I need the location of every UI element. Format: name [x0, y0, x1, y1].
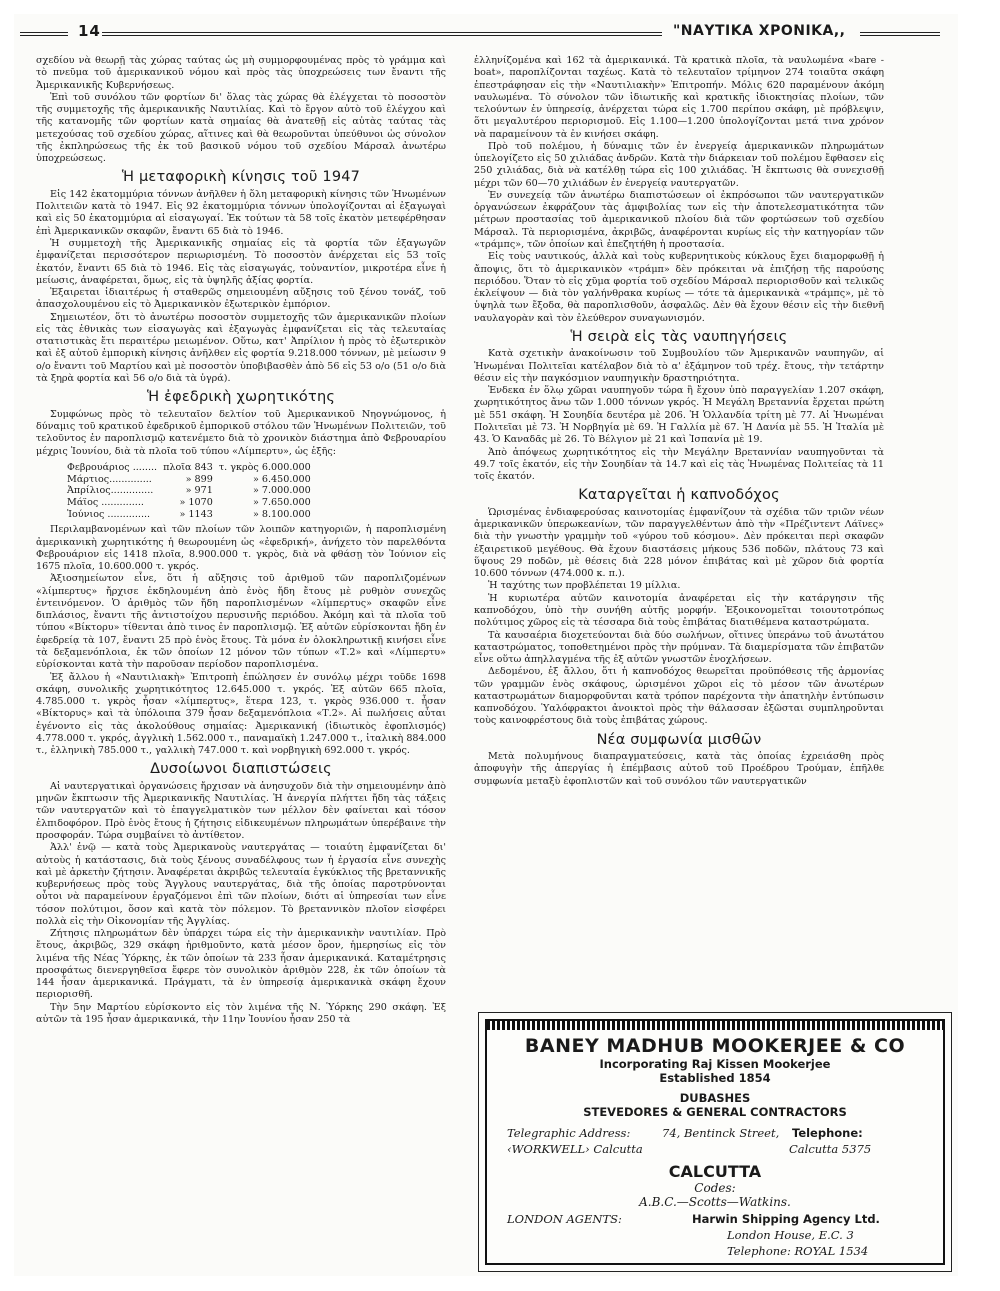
table-cell: » 8.100.000: [252, 508, 311, 520]
paragraph: Ἐξ ἄλλου ἡ «Ναυτιλιακὴ» Ἐπιτροπὴ ἐπώλησεν ἐν συνόλῳ μέχρι τοῦδε 1698 σκάφη, συνολικῆς χωρητικότητος 12.645.000 τ. γκρός. Ἐξ αὐτῶν 665 πλοῖα, 4.785.000 τ. γκρὸς ἦσαν «λίμπερτυς», ἕτερα 123, τ. γκρὸς 936.000 τ. ἦσαν «Βίκτορυς» καὶ τὰ ὑπόλοιπα 379 ἦσαν δεξαμενόπλοια «Τ.2». Αἱ πωλήσεις αὗται ἐγένοντο εἰς τὰς ἀκολούθους σημαίας: Ἀμερικανική (ἰδιωτικὸς ἐφοπλισμός) 4.778.000 τ. γκρός, ἀγγλικὴ 1.562.000 τ., παναμαϊκὴ 1.247.000 τ., ἰταλικὴ 884.000 τ., ἑλληνικὴ 785.000 τ., γαλλικὴ 747.000 τ. καὶ νορβηγικὴ 692.000 τ. γκρός.: [36, 671, 446, 757]
ad-london-telephone-row: [487, 1244, 943, 1260]
ad-subtitle: Incorporating Raj Kissen Mookerjee: [599, 1057, 831, 1071]
right-column: [474, 55, 884, 788]
table-cell: τ. γκρὸς 6.000.000: [218, 461, 311, 473]
paragraph: Εἰς 142 ἑκατομμύρια τόννων ἀνῆλθεν ἡ ὅλη μεταφορικὴ κίνησις τῶν Ἡνωμένων Πολιτειῶν κατὰ τὸ 1947. Εἰς 92 ἑκατομμύρια τόννων ὑπολογίζονται αἱ ἐξαγωγαὶ καὶ εἰς 50 ἑκατομμύρια αἱ εἰσαγωγαί. Ἐκ τούτων τὰ 58 τοῖς ἑκατὸν μετεφέρθησαν ἐπὶ Ἀμερικανικῶν σκαφῶν, ἔναντι 65 διὰ τὸ 1946.: [36, 188, 446, 237]
section-heading: Καταργεῖται ἡ καπνοδόχος: [578, 487, 780, 504]
table-cell: » 1143: [179, 508, 213, 520]
paragraph: Ἐν συνεχείᾳ τῶν ἀνωτέρω διαπιστώσεων οἱ ἐκπρόσωποι τῶν ναυτεργατικῶν ὀργανώσεων ἐκφράζουν τὰς ἀμφιβολίας των εἰς τὴν ἀποτελεσματικότητα τῶν μέτρων προστασίας τοῦ ἀμερικανικοῦ πλοίου διὰ τῶν φορτώσεων τοῦ σχεδίου Μάρσαλ. Τὰ περιορισμένα, ἀκριβῶς, ἀναφέρονται κυρίως εἰς τὴν κατηγορίαν τῶν «τράμπς», τῶν ὁποίων καὶ ἐπεζητήθη ἡ προστασία.: [474, 189, 884, 250]
paragraph: Εἰς τοὺς ναυτικούς, ἀλλὰ καὶ τοὺς κυβερνητικοὺς κύκλους ἔχει διαμορφωθῇ ἡ ἄποψις, ὅτι τὸ ἀμερικανικὸν «τράμπ» δὲν πρόκειται νὰ ἐπιζήσῃ τῆς παρούσης περιόδου. Ὅταν τὸ εἰς χῦμα φορτία τοῦ σχεδίου Μάρσαλ περιορισθοῦν καὶ τελικῶς ἐκλείψουν — διὰ τὸν γαλήνθρακα κυρίως — τότε τὰ ἀμερικανικὰ «τράμπς», μὲ τὸ ὑψηλὰ των ἔξοδα, θὰ παροπλισθοῦν, ἀσφαλῶς. Δὲν θὰ ἔχουν θέσιν εἰς τὴν διεθνῆ ναυλαγορὰν καὶ τὸν ἐλεύθερον συναγωνισμόν.: [474, 251, 884, 324]
ad-street: 74, Bentinck Street,: [662, 1125, 780, 1140]
paragraph: Ἐπὶ τοῦ συνόλου τῶν φορτίων δι' ὅλας τὰς χώρας θὰ ἐλέγχεται τὸ ποσοστὸν τῆς συμμετοχῆς τῆς ἀμερικανικῆς Ναυτιλίας. Καὶ τὸ ἔργον αὐτὸ τοῦ ἐλέγχου καὶ τῆς κατανομῆς τῶν φορτίων κατὰ σημαίας θὰ ἀνατεθῇ εἰς αὐτὰς ταύτας τὰς μετεχούσας τοῦ σχεδίου χώρας, αἵτινες καὶ θὰ θεωροῦνται ὑπεύθυνοι ὡς σύνολον τῆς ἐκπληρώσεως τῆς ἐκ τοῦ βασικοῦ νόμου τοῦ σχεδίου Μάρσαλ ἀνωτέρω ὑποχρεώσεως.: [36, 91, 446, 165]
paragraph: Συμφώνως πρὸς τὸ τελευταῖον δελτίον τοῦ Ἀμερικανικοῦ Νηογνώμονος, ἡ δύναμις τοῦ κρατικοῦ ἐφεδρικοῦ ἐμπορικοῦ στόλου τῶν Ἡνωμένων Πολιτειῶν, τοῦ τελοῦντος ἐν παροπλισμῷ κατενέμετο διὰ τὸ χρονικὸν διάστημα ἀπὸ Φεβρουαρίου μέχρις Ἰουνίου, διὰ τὰ πλοῖα τοῦ τύπου «Λίμπερτυ», ὡς ἑξῆς:: [36, 408, 446, 457]
ad-company-name: BANEY MADHUB MOOKERJEE & CO: [524, 1035, 906, 1057]
publication-title: "ΝΑΥΤΙΚΑ ΧΡΟΝΙΚΑ,,: [673, 23, 846, 39]
header-rule-left: [20, 32, 68, 36]
paragraph: Δεδομένου, ἐξ ἄλλου, ὅτι ἡ καπνοδόχος θεωρεῖται προϋπόθεσις τῆς ἁρμονίας τῶν γραμμῶν ἑνὸς σκάφους, ὡρισμένοι χῶροι εἰς τὸ μέσον τῶν ἀνωτέρων καταστρωμάτων διαμορφοῦνται κατὰ τρόπον παρέχοντα τὴν ἀπατηλὴν ἐντύπωσιν καπνοδόχου. Ὑαλόφρακτοι ἀνοικτοὶ πρὸς τὴν θάλασσαν ἐξῶσται συμπληροῦνται τοὺς καινοφρέστους διὰ τοὺς ἐπιβάτας χώρους.: [474, 666, 884, 727]
paragraph: Κατὰ σχετικὴν ἀνακοίνωσιν τοῦ Συμβουλίου τῶν Ἀμερικανῶν ναυπηγῶν, αἱ Ἡνωμέναι Πολιτεῖαι κατέλαβον διὰ τὸ α' ἑξάμηνον τοῦ τρέχ. ἔτους, τὴν τετάρτην θέσιν εἰς τὴν παγκόσμιον ναυπηγικὴν δραστηριότητα.: [474, 348, 884, 384]
table-row: [64, 485, 314, 497]
ad-codes: A.B.C.—Scotts—Watkins.: [639, 1194, 791, 1209]
table-cell: » 899: [185, 473, 213, 485]
ad-codes-label: Codes:: [694, 1180, 736, 1195]
paragraph: Ἀλλ' ἐνῷ — κατὰ τοὺς Ἀμερικανοὺς ναυτεργάτας — τοιαύτη ἐμφανίζεται δι' αὐτοὺς ἡ κατάστασις, διὰ τοὺς ξένους συναδέλφους των ἡ ἐργασία εἶνε συνεχὴς καὶ μὲ ἀρκετὴν ζήτησιν. Ἀναφέρεται ἀκριβῶς τελευταία ἐγκύκλιος τῆς βρεταννικῆς κυβερνήσεως πρὸς τοὺς Ἄγγλους ναυτεργάτας, διὰ τῆς ὁποίας παροτρύνονται οὗτοι νὰ παραμείνουν ἐργαζόμενοι ἐπὶ τῶν πλοίων, διότι αἱ ὑπηρεσίαι των εἶνε τόσον πολύτιμοι, ὅσον καὶ κατὰ τὸν πόλεμον. Τὸ βρεταννικὸν πλοῖον εἰσφέρει πολλὰ εἰς τὴν Οἰκονομίαν τῆς Ἀγγλίας.: [36, 842, 446, 927]
table-cell: Μάρτιος..............: [67, 473, 152, 485]
table-cell: πλοῖα 843: [163, 461, 213, 473]
section-heading: Δυσοίωνοι διαπιστώσεις: [150, 761, 332, 778]
table-row: [64, 509, 314, 521]
ad-telephone-label: Telephone:: [792, 1125, 863, 1140]
paragraph: Αἱ ναυτεργατικαὶ ὀργανώσεις ἤρχισαν νὰ ἀνησυχοῦν διὰ τὴν σημειουμένην ἀπὸ μηνῶν ἔκπτωσιν τῆς Ἀμερικανικῆς Ναυτιλίας. Ἡ ἀνεργία πλήττει ἤδη τὰς τάξεις τῶν ναυτεργατῶν καὶ τὸ ἐπαγγελματικὸν των μέλλον δὲν φαίνεται καὶ τόσον ἐλπιδοφόρον. Πρὸ ἑνὸς ἔτους ἡ ζήτησις εἰδικευμένων πληρωμάτων ὑπερέβαινε τὴν προσφοράν. Τώρα συμβαίνει τὸ ἀντίθετον.: [36, 780, 446, 841]
table-cell: Μάϊος ..............: [67, 496, 144, 508]
table-cell: » 7.650.000: [252, 496, 311, 508]
ad-london-row: [487, 1212, 943, 1228]
paragraph: Ἡ κυριωτέρα αὐτῶν καινοτομία ἀναφέρεται εἰς τὴν κατάργησιν τῆς καπνοδόχου, ὑπὸ τὴν συνήθη αὐτῆς μορφήν. Ἐξοικονομεῖται τοιουτοτρόπως πολύτιμος χῶρος εἰς τὰ τέσσαρα διὰ τοὺς ἐπιβάτας διατιθέμενα καταστρώματα.: [474, 592, 884, 629]
ad-london-label: LONDON AGENTS:: [507, 1211, 622, 1226]
header-rule-middle: [102, 32, 662, 36]
header-rule-right: [860, 32, 940, 36]
section-heading: Ἡ σειρὰ εἰς τὰς ναυπηγήσεις: [570, 328, 788, 345]
ad-london-address: London House, E.C. 3: [727, 1227, 854, 1242]
table-row: [64, 474, 314, 486]
ad-established: Established 1854: [659, 1071, 771, 1086]
paragraph: Τὰ καυσαέρια διοχετεύονται διὰ δύο σωλήνων, οἵτινες ὑπεράνω τοῦ ἀνωτάτου καταστρώματος, τοποθετημένοι πρὸς τὴν πρύμναν. Τὰ διαμερίσματα τῶν ἐπιβατῶν εἶνε οὕτω ἀπηλλαγμένα τῆς ἐξ αὐτῶν γνωστῶν ἐνοχλήσεων.: [474, 629, 884, 666]
paragraph: Ζήτησις πληρωμάτων δὲν ὑπάρχει τώρα εἰς τὴν ἀμερικανικὴν ναυτιλίαν. Πρὸ ἔτους, ἀκριβῶς, 329 σκάφη ἠριθμοῦντο, κατὰ μέσον ὅρον, ἡμερησίως εἰς τὸν λιμένα τῆς Νέας Ὑόρκης, ἐκ τῶν ὁποίων τὰ 233 ἦσαν ἀμερικανικά. Καταμέτρησις προσφάτως διενεργηθεῖσα ἔφερε τὸν συνολικὸν ἀριθμὸν 228, ἐκ τῶν ὁποίων τὰ 144 ἦσαν ἀμερικανικά. Πράγματι, τὰ ἐν ὑπηρεσίᾳ ἀμερικανικὰ σκάφη ἔχουν περιορισθῆ.: [36, 928, 446, 1001]
ad-telegraphic-label: Telegraphic Address:: [507, 1125, 631, 1140]
table-cell: Φεβρουάριος ........: [67, 461, 158, 473]
table-row: [64, 497, 314, 509]
paragraph: Ἡ συμμετοχὴ τῆς Ἀμερικανικῆς σημαίας εἰς τὰ φορτία τῶν ἐξαγωγῶν ἐμφανίζεται περισσότερον περιωρισμένη. Τὸ ποσοστὸν ἀνέρχεται εἰς 53 τοῖς ἑκατόν, ἔναντι 65 διὰ τὸ 1946. Εἰς τὰς εἰσαγωγάς, τοὐναντίον, μικροτέρα εἶνε ἡ μείωσις, ἀναφέρεται, ὅμως, εἰς τὰ ὑψηλῆς ἀξίας φορτία.: [36, 238, 446, 286]
table-cell: » 971: [185, 485, 213, 497]
paragraph: Ἐξαιρεται ἰδιαιτέρως ἡ σταθερῶς σημειουμένη αὔξησις τοῦ ξένου τονάζ, τοῦ ἀπασχολουμένου εἰς τὸ Ἀμερικανικὸν ἐξωτερικὸν ἐμπόριον.: [36, 287, 446, 311]
ad-address-row-2: [487, 1142, 943, 1158]
paragraph: ἑλληνίζομένα καὶ 162 τὰ ἀμερικανικά. Τὰ κρατικὰ πλοῖα, τὰ ναυλωμένα «bare - boat», παροπλίζονται ταχέως. Κατὰ τὸ τελευταῖον τρίμηνον 274 τοιαῦτα σκάφη ἐπεστράφησαν εἰς τὴν «Ναυτιλιακὴν» Ἐπιτροπήν. Μόλις 620 παραμένουν ἀκόμη ναυλωμένα. Τὸ σύνολον τῶν ἰδιωτικῆς καὶ κρατικῆς ἰδιοκτησίας πλοίων, τῶν τελούντων ἐν ὑπηρεσίᾳ, ἀνέρχεται τώρα εἰς 1.700 περίπου σκάφη, μὲ πρόβλεψιν, ὅτι μεγαλυτέρου περιορισμοῦ. Εἰς 1.100—1.200 ὑπολογίζονται μετά τινα χρόνον νὰ παραμείνουν τὰ ἐν κινήσει σκάφη.: [474, 55, 884, 140]
paragraph: Τὴν 5ην Μαρτίου εὑρίσκοντο εἰς τὸν λιμένα τῆς Ν. Ὑόρκης 290 σκάφη. Ἐξ αὐτῶν τὰ 195 ἦσαν ἀμερικανικά, τὴν 11ην Ἰουνίου ἦσαν 250 τὰ: [36, 1001, 446, 1025]
paragraph: Ὡρισμένας ἐνδιαφερούσας καινοτομίας ἐμφανίζουν τὰ σχέδια τῶν τριῶν νέων ἀμερικανικῶν ὑπερωκεανίων, τῶν παραγγελθέντων ἀπὸ τὴν «Πρέζιντεντ Λάϊνες» διὰ τὴν γνωστὴν γραμμὴν τοῦ «γύρου τοῦ κόσμου». Δὲν πρόκειται περὶ σκαφῶν ἐξαιρετικοῦ μεγέθους. Θὰ ἔχουν διαστάσεις μήκους 536 ποδῶν, πλάτους 73 καὶ ὕψους 29 ποδῶν, μὲ θέσεις διὰ 228 μόνον ἐπιβάτας καὶ μὲ χῶρον διὰ φορτία 10.600 τόννων (474.000 κ. π.).: [474, 506, 884, 580]
ad-address-row: [487, 1126, 943, 1142]
table-cell: » 7.000.000: [252, 485, 311, 497]
paragraph: Μετὰ πολυμήνους διαπραγματεύσεις, κατὰ τὰς ὁποίας ἐχρειάσθη πρὸς ἀποφυγὴν τῆς ἀπεργίας ἡ ἐπέμβασις αὐτοῦ τοῦ Προέδρου Τρούμαν, ἐπῆλθε συμφωνία μεταξὺ ἐφοπλιστῶν καὶ τοῦ συνόλου τῶν ναυτεργατικῶν: [474, 751, 884, 787]
page-header: [20, 20, 940, 48]
ad-phone-number: Calcutta 5375: [789, 1141, 872, 1156]
paragraph: Ἀπὸ ἀπόψεως χωρητικότητος εἰς τὴν Μεγάλην Βρεταννίαν ναυπηγοῦνται τὰ 49.7 τοῖς ἑκατόν, εἰς τὴν Σουηδίαν τὰ 14.7 καὶ εἰς τὰς Ἡνωμένας Πολιτείας τὰ 11 τοῖς ἑκατόν.: [474, 446, 884, 483]
table-cell: » 6.450.000: [252, 473, 311, 485]
paragraph: Σημειωτέον, ὅτι τὸ ἀνωτέρω ποσοστὸν συμμετοχῆς τῶν ἀμερικανικῶν πλοίων εἰς τὰς ἐθνικὰς των εἰσαγωγὰς καὶ ἐξαγωγὰς ἐμφανίζεται εἰς τὰς τελευταίας στατιστικὰς ἔτι περαιτέρω μειωμένον. Οὕτω, κατ' Ἀπρίλιον ἡ πρὸς τὸ ἐξωτερικὸν καὶ ἐξ αὐτοῦ ἐμπορικὴ κίνησις ἀνῆλθεν εἰς φορτία 9.218.000 τόννων, μὲ μείωσιν 9 ο/ο ἔναντι τοῦ Μαρτίου καὶ μὲ ποσοστὸν ὑποβιβασθὲν ἀπὸ 56 εἰς 53 ο/ο (51 ο/ο διὰ τὰ ξηρὰ φορτία καὶ 56 ο/ο διὰ τὰ ὑγρά).: [36, 311, 446, 384]
ad-london-telephone: Telephone: ROYAL 1534: [727, 1243, 869, 1258]
paragraph: σχεδίου νὰ θεωρῇ τὰς χώρας ταύτας ὡς μὴ συμμορφουμένας πρὸς τὸ γράμμα καὶ τὸ πνεῦμα τοῦ ἀμερικανικοῦ νόμου καὶ πρὸς τὰς ὑποχρεώσεις των ἔναντι τῆς Ἀμερικανικῆς Κυβερνήσεως.: [36, 55, 446, 91]
table-cell: Ἰούνιος ..............: [67, 508, 151, 520]
paragraph: Περιλαμβανομένων καὶ τῶν πλοίων τῶν λοιπῶν κατηγοριῶν, ἡ παροπλισμένη ἀμερικανικὴ χωρητικότης ἡ θεωρουμένη ὡς «ἐφεδρική», ἀνήχετο τὸν παρελθόντα Φεβρουάριον εἰς 1418 πλοῖα, 8.900.000 τ. γκρὸς, διὰ νὰ φθάσῃ τὸν Ἰούνιον εἰς 1675 πλοῖα, 10.600.000 τ. γκρός.: [36, 524, 446, 573]
advertisement-frame: [485, 1019, 945, 1265]
ad-decorative-stripe: [487, 1021, 943, 1030]
section-heading: Νέα συμφωνία μισθῶν: [596, 731, 762, 748]
table-cell: » 1070: [179, 496, 213, 508]
ad-dubashes: DUBASHES: [679, 1090, 751, 1105]
section-heading: Ἡ ἐφεδρικὴ χωρητικότης: [146, 389, 336, 406]
table-row: [64, 462, 314, 474]
ad-london-agent: Harwin Shipping Agency Ltd.: [692, 1211, 880, 1226]
page-number: 14: [78, 22, 101, 40]
ad-london-address-row: [487, 1228, 943, 1244]
section-heading: Ἡ μεταφορικὴ κίνησις τοῦ 1947: [121, 169, 361, 186]
paragraph: Πρὸ τοῦ πολέμου, ἡ δύναμις τῶν ἐν ἐνεργείᾳ ἀμερικανικῶν πληρωμάτων ὑπελογίζετο εἰς 50 χιλιάδας ἀνδρῶν. Κατὰ τὴν διάρκειαν τοῦ πολέμου ἔφθασεν εἰς 250 χιλιάδας, διὰ νὰ κατέλθῃ τώρα εἰς 100 χιλιάδας. Ἡ ἔκπτωσις θὰ συνεχισθῇ μέχρι τῶν 60—70 χιλιάδων ἐν ἐνεργείᾳ ναυτεργατῶν.: [474, 140, 884, 189]
paragraph: Ἐνδεκα ἐν ὅλῳ χῶραι ναυπηγοῦν τώρα ἢ ἔχουν ὑπὸ παραγγελίαν 1.207 σκάφη, χωρητικότητος ἄνω τῶν 1.000 τόννων γκρός. Ἡ Μεγάλη Βρεταννία ἔρχεται πρώτη μὲ 551 σκάφη. Ἡ Σουηδία δευτέρα μὲ 206. Ἡ Ὁλλανδία τρίτη μὲ 77. Αἱ Ἡνωμέναι Πολιτεῖαι μὲ 73. Ἡ Νορβηγία μὲ 69. Ἡ Γαλλία μὲ 67. Ἡ Δανία μὲ 55. Ἡ Ἰταλία μὲ 43. Ὁ Καναδᾶς μὲ 26. Τὸ Βέλγιον μὲ 21 καὶ Ἰσπανία μὲ 19.: [474, 385, 884, 446]
reserve-fleet-table: [64, 462, 314, 521]
ad-workwell: ‹WORKWELL› Calcutta: [507, 1141, 643, 1156]
table-cell: Ἀπρίλιος..............: [67, 485, 154, 497]
paragraph: Ἡ ταχύτης των προβλέπεται 19 μίλλια.: [488, 580, 681, 592]
paragraph: Ἀξιοσημείωτον εἶνε, ὅτι ἡ αὔξησις τοῦ ἀριθμοῦ τῶν παροπλιζομένων «λίμπερτυς» ἤρχισε ἐκδηλουμένη ἀπὸ ἑνὸς ἤδη ἔτους μὲ ρυθμὸν συνεχῶς ἐντεινόμενον. Ὁ ἀριθμὸς τῶν ἤδη παροπλισμένων «λίμπερτυς» σκαφῶν εἶνε διπλάσιος, ἔναντι τῆς ἀντιστοίχου περυσινῆς περιόδου. Ἀκόμη καὶ τὰ πλοῖα τοῦ τύπου «Βίκτορυ» τίθενται ἀπὸ τινος ἐν παροπλισμῷ. Ἐξ αὐτῶν εὑρίσκονται ἤδη ἐν ἐφεδρείᾳ τὰ 107, ἔναντι 25 πρὸ ἑνὸς ἔτους. Τὰ μόνα ἐν ὁλοκληρωτικῇ κινήσει εἶνε τὰ δεξαμενόπλοια, ἐκ τῶν ὁποίων 12 μόνον τῶν τύπων «Τ.2» καὶ «Λίμπερτυ» εὑρίσκονται κατὰ τὴν παροῦσαν περίοδον παροπλισμένα.: [36, 573, 446, 671]
advertisement: [478, 1012, 952, 1272]
left-column: [36, 55, 446, 1026]
ad-services: STEVEDORES & GENERAL CONTRACTORS: [583, 1105, 847, 1120]
ad-city: CALCUTTA: [668, 1161, 762, 1181]
